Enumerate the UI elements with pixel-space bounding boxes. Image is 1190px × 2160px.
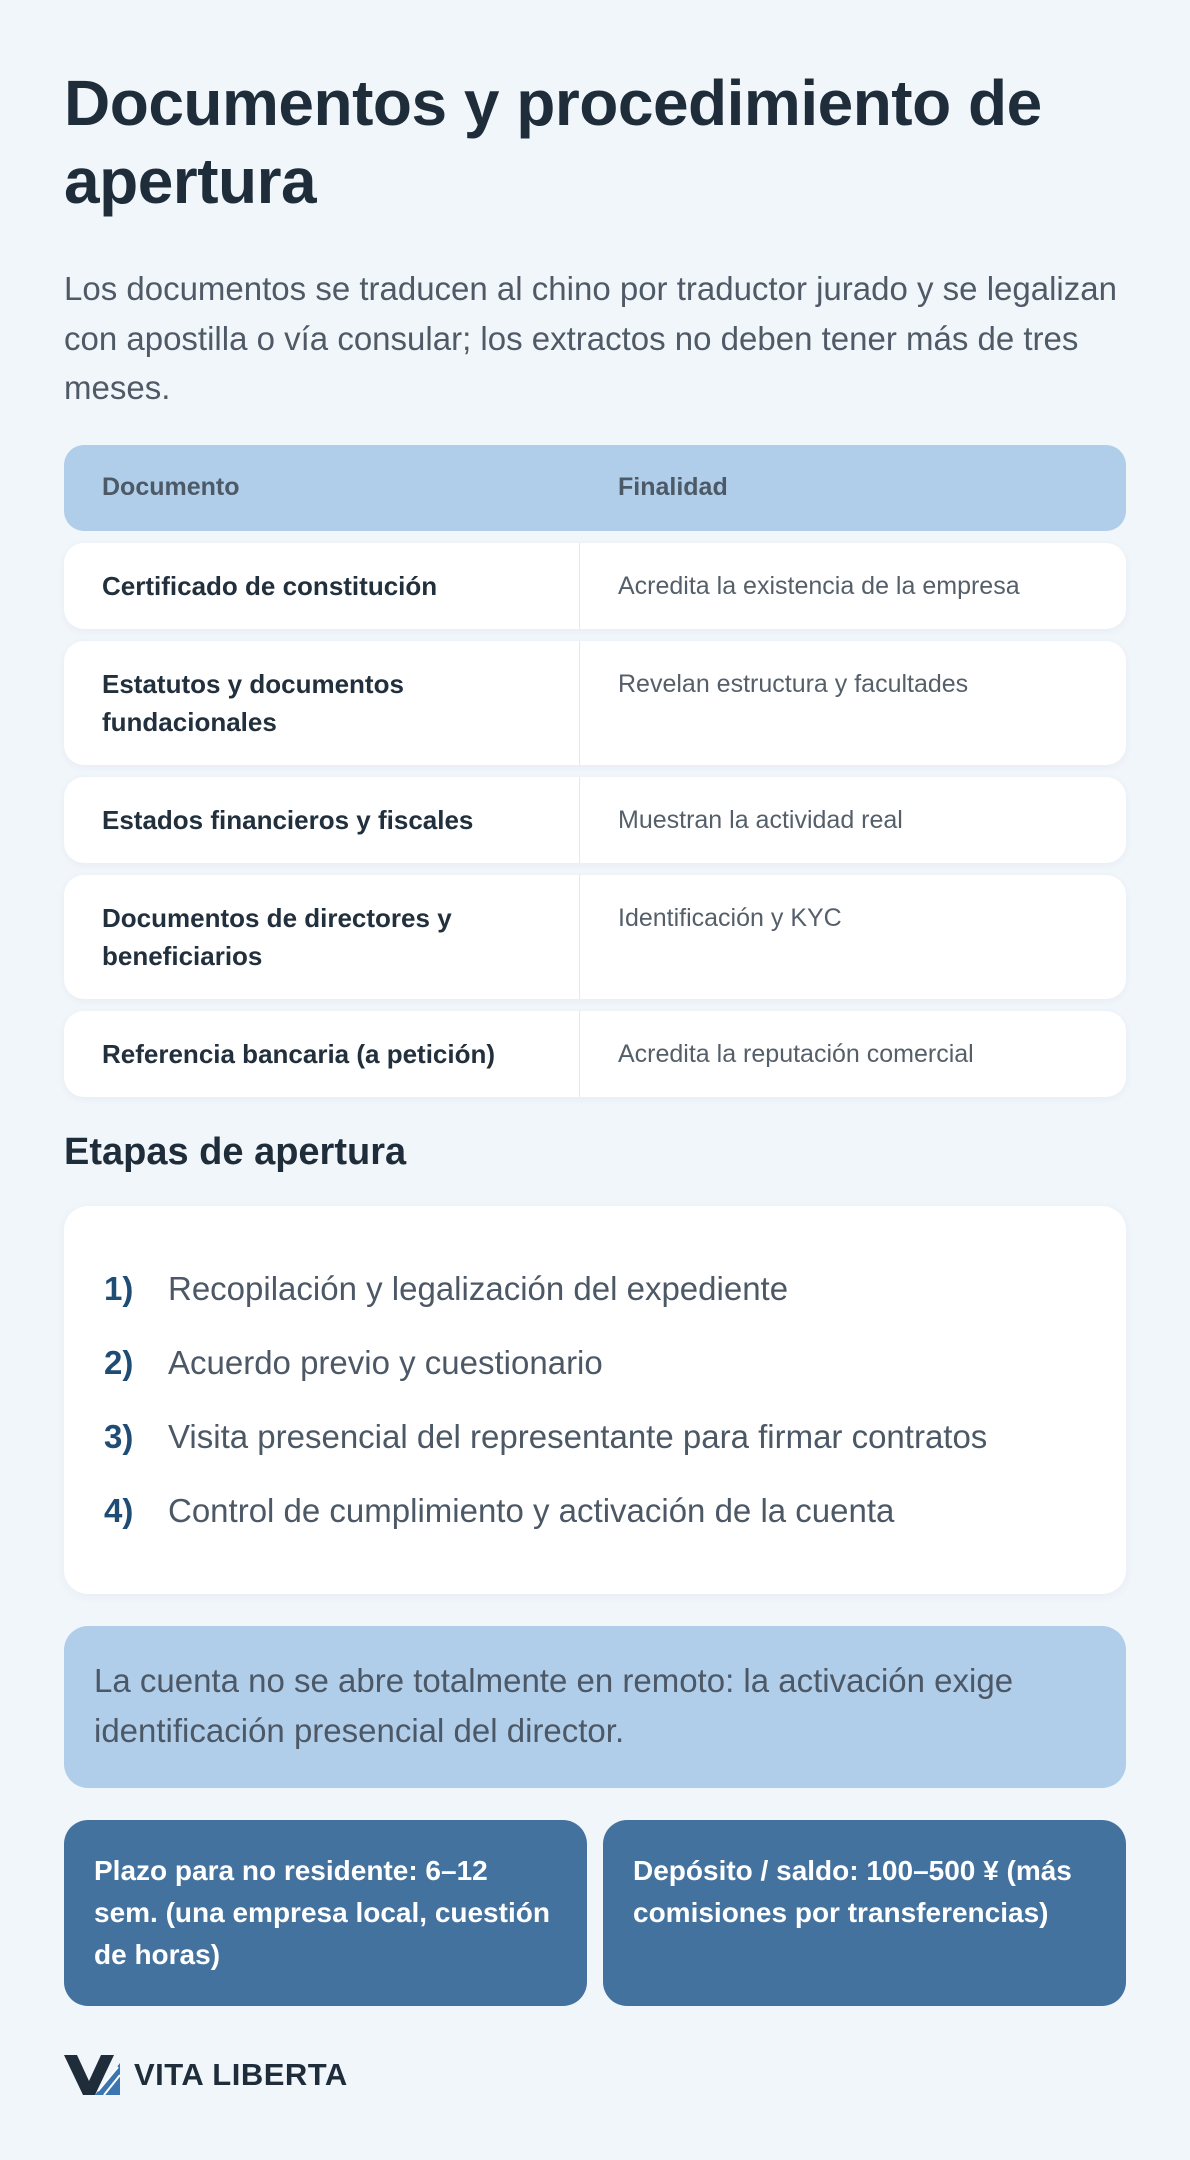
row-document: Estatutos y documentos fundacionales: [64, 641, 580, 765]
documents-table: [64, 445, 1126, 1097]
step-number: 3): [104, 1417, 134, 1455]
row-purpose: Identificación y KYC: [618, 903, 842, 932]
list-item: [104, 1400, 1086, 1474]
table-row: [64, 875, 1126, 999]
step-number: 4): [104, 1491, 134, 1529]
table-row: [64, 777, 1126, 863]
steps-card: [64, 1206, 1126, 1594]
row-document: Referencia bancaria (a petición): [64, 1011, 580, 1097]
step-number: 1): [104, 1269, 134, 1307]
table-header: [64, 445, 1126, 531]
timeline-card: Plazo para no residente: 6–12 sem. (una empresa local, cuestión de horas): [64, 1820, 587, 2006]
list-item: [104, 1326, 1086, 1400]
row-document: Estados financieros y fiscales: [64, 777, 580, 863]
step-number: 2): [104, 1343, 134, 1381]
brand-logo: [64, 2055, 348, 2095]
info-cards: [64, 1820, 1126, 2006]
table-row: [64, 641, 1126, 765]
vita-liberta-logo-icon: [64, 2055, 120, 2095]
table-row: [64, 543, 1126, 629]
intro-text: Los documentos se traducen al chino por traductor jurado y se legalizan con apostilla o vía consular; los extractos no deben tener más de tres meses.: [64, 270, 1117, 407]
step-text: Control de cumplimiento y activación de la cuenta: [168, 1491, 895, 1529]
row-document: Documentos de directores y beneficiarios: [64, 875, 580, 999]
header-finalidad: Finalidad: [618, 473, 728, 502]
list-item: [104, 1474, 1086, 1548]
row-purpose: Acredita la existencia de la empresa: [618, 571, 1020, 600]
list-item: [104, 1252, 1086, 1326]
header-documento: Documento: [102, 473, 240, 502]
row-purpose: Revelan estructura y facultades: [618, 669, 969, 698]
row-purpose: Muestran la actividad real: [618, 805, 903, 834]
deposit-card: Depósito / saldo: 100–500 ¥ (más comisiones por transferencias): [603, 1820, 1126, 2006]
remote-note: La cuenta no se abre totalmente en remoto: la activación exige identificación presencial del director.: [64, 1626, 1126, 1788]
brand-name: VITA LIBERTA: [134, 2057, 348, 2092]
step-text: Acuerdo previo y cuestionario: [168, 1343, 603, 1381]
row-document: Certificado de constitución: [64, 543, 580, 629]
step-text: Visita presencial del representante para firmar contratos: [168, 1417, 988, 1455]
steps-title: Etapas de apertura: [64, 1130, 407, 1173]
table-row: [64, 1011, 1126, 1097]
step-text: Recopilación y legalización del expediente: [168, 1269, 789, 1307]
row-purpose: Acredita la reputación comercial: [618, 1039, 974, 1068]
page-title: Documentos y procedimiento de apertura: [64, 67, 1042, 218]
